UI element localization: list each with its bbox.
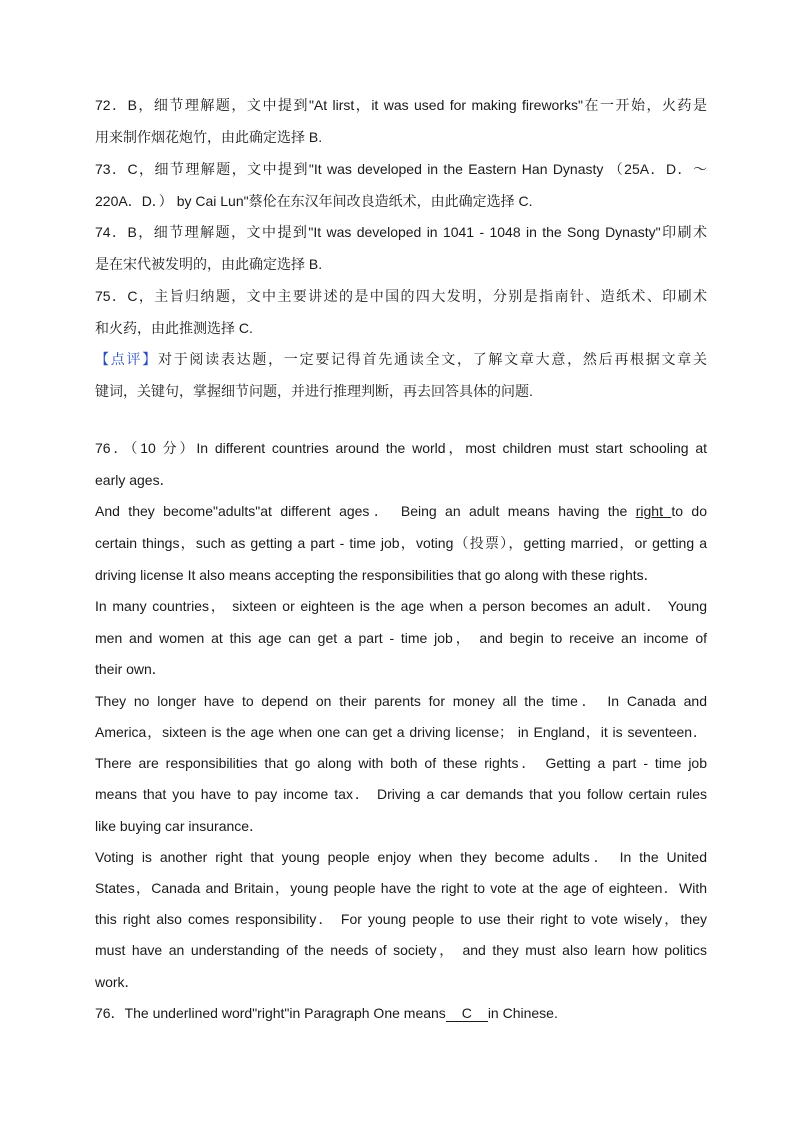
passage-intro-line-1: 76．（10 分）In different countries around the world，most children must start schooling at <box>95 440 707 456</box>
question-76 <box>95 1003 707 1023</box>
passage-p1-line-2: certain things，such as getting a part - time job，voting（投票），getting married，or getting a <box>95 535 707 551</box>
p1-text-before: And they become"adults"at different ages． Being an adult means having the <box>95 503 636 519</box>
question-text-after: in Chinese. <box>487 1005 558 1021</box>
passage-p2-line-2: men and women at this age can get a part - time job， and begin to receive an income of <box>95 630 707 646</box>
answer-73-line-1: 73．C，细节理解题，文中提到"It was developed in the Eastern Han Dynasty （25A．D．～ <box>95 161 707 177</box>
passage-p1-line-3: driving license It also means accepting the responsibilities that go along with these rights． <box>95 567 658 583</box>
passage-p4-line-2: means that you have to pay income tax． Driving a car demands that you follow certain rules <box>95 786 707 802</box>
passage-p5-line-3: this right also comes responsibility． For young people to use their right to vote wisely，they <box>95 911 707 927</box>
answer-72-line-1: 72．B，细节理解题，文中提到"At lirst，it was used for making fireworks"在一开始，火药是 <box>95 97 707 113</box>
passage-p5-line-2: States，Canada and Britain，young people have the right to vote at the age of eighteen．With <box>95 880 707 896</box>
passage-p5-line-5: work． <box>95 974 139 990</box>
answer-74-line-2: 是在宋代被发明的，由此确定选择 B. <box>95 256 323 272</box>
answer-72-line-2: 用来制作烟花炮竹，由此确定选择 B. <box>95 129 323 145</box>
comment-line-2: 键词，关键句，掌握细节问题，并进行推理判断，再去回答具体的问题. <box>95 383 533 399</box>
answer-74-line-1: 74．B，细节理解题，文中提到"It was developed in 1041 - 1048 in the Song Dynasty"印刷术 <box>95 224 707 240</box>
passage-p2-line-1: In many countries， sixteen or eighteen is the age when a person becomes an adult． Young <box>95 598 707 614</box>
p1-text-after: to do <box>671 503 708 519</box>
passage-p5-line-4: must have an understanding of the needs of society， and they must also learn how politics <box>95 942 707 958</box>
answer-75-line-2: 和火药，由此推测选择 C. <box>95 320 253 336</box>
passage-p3-line-1: They no longer have to depend on their parents for money all the time． In Canada and <box>95 693 707 709</box>
passage-intro-line-2: early ages． <box>95 472 174 488</box>
underlined-word-right: right <box>635 503 672 519</box>
passage-p4-line-3: like buying car insurance． <box>95 818 264 834</box>
passage-p3-line-2: America，sixteen is the age when one can get a driving license； in England，it is seventeen． <box>95 724 707 740</box>
passage-p2-line-3: their own． <box>95 661 166 677</box>
comment-tag: 【点评】 <box>95 351 158 367</box>
comment-line-1 <box>95 349 707 369</box>
comment-text-1: 对于阅读表达题，一定要记得首先通读全文，了解文章大意，然后再根据文章关 <box>157 351 708 367</box>
passage-p1-line-1 <box>95 501 707 521</box>
passage-p4-line-1: There are responsibilities that go along with both of these rights． Getting a part - time job <box>95 755 707 771</box>
passage-p5-line-1: Voting is another right that young people enjoy when they become adults． In the United <box>95 849 707 865</box>
answer-75-line-1: 75．C，主旨归纳题，文中主要讲述的是中国的四大发明，分别是指南针、造纸术、印刷术 <box>95 288 707 304</box>
answer-73-line-2: 220A．D．） by Cai Lun"蔡伦在东汉年间改良造纸术，由此确定选择 C. <box>95 193 533 209</box>
question-text-before: 76．The underlined word"right"in Paragraph One means <box>95 1005 446 1021</box>
answer-blank: C <box>446 1005 488 1022</box>
